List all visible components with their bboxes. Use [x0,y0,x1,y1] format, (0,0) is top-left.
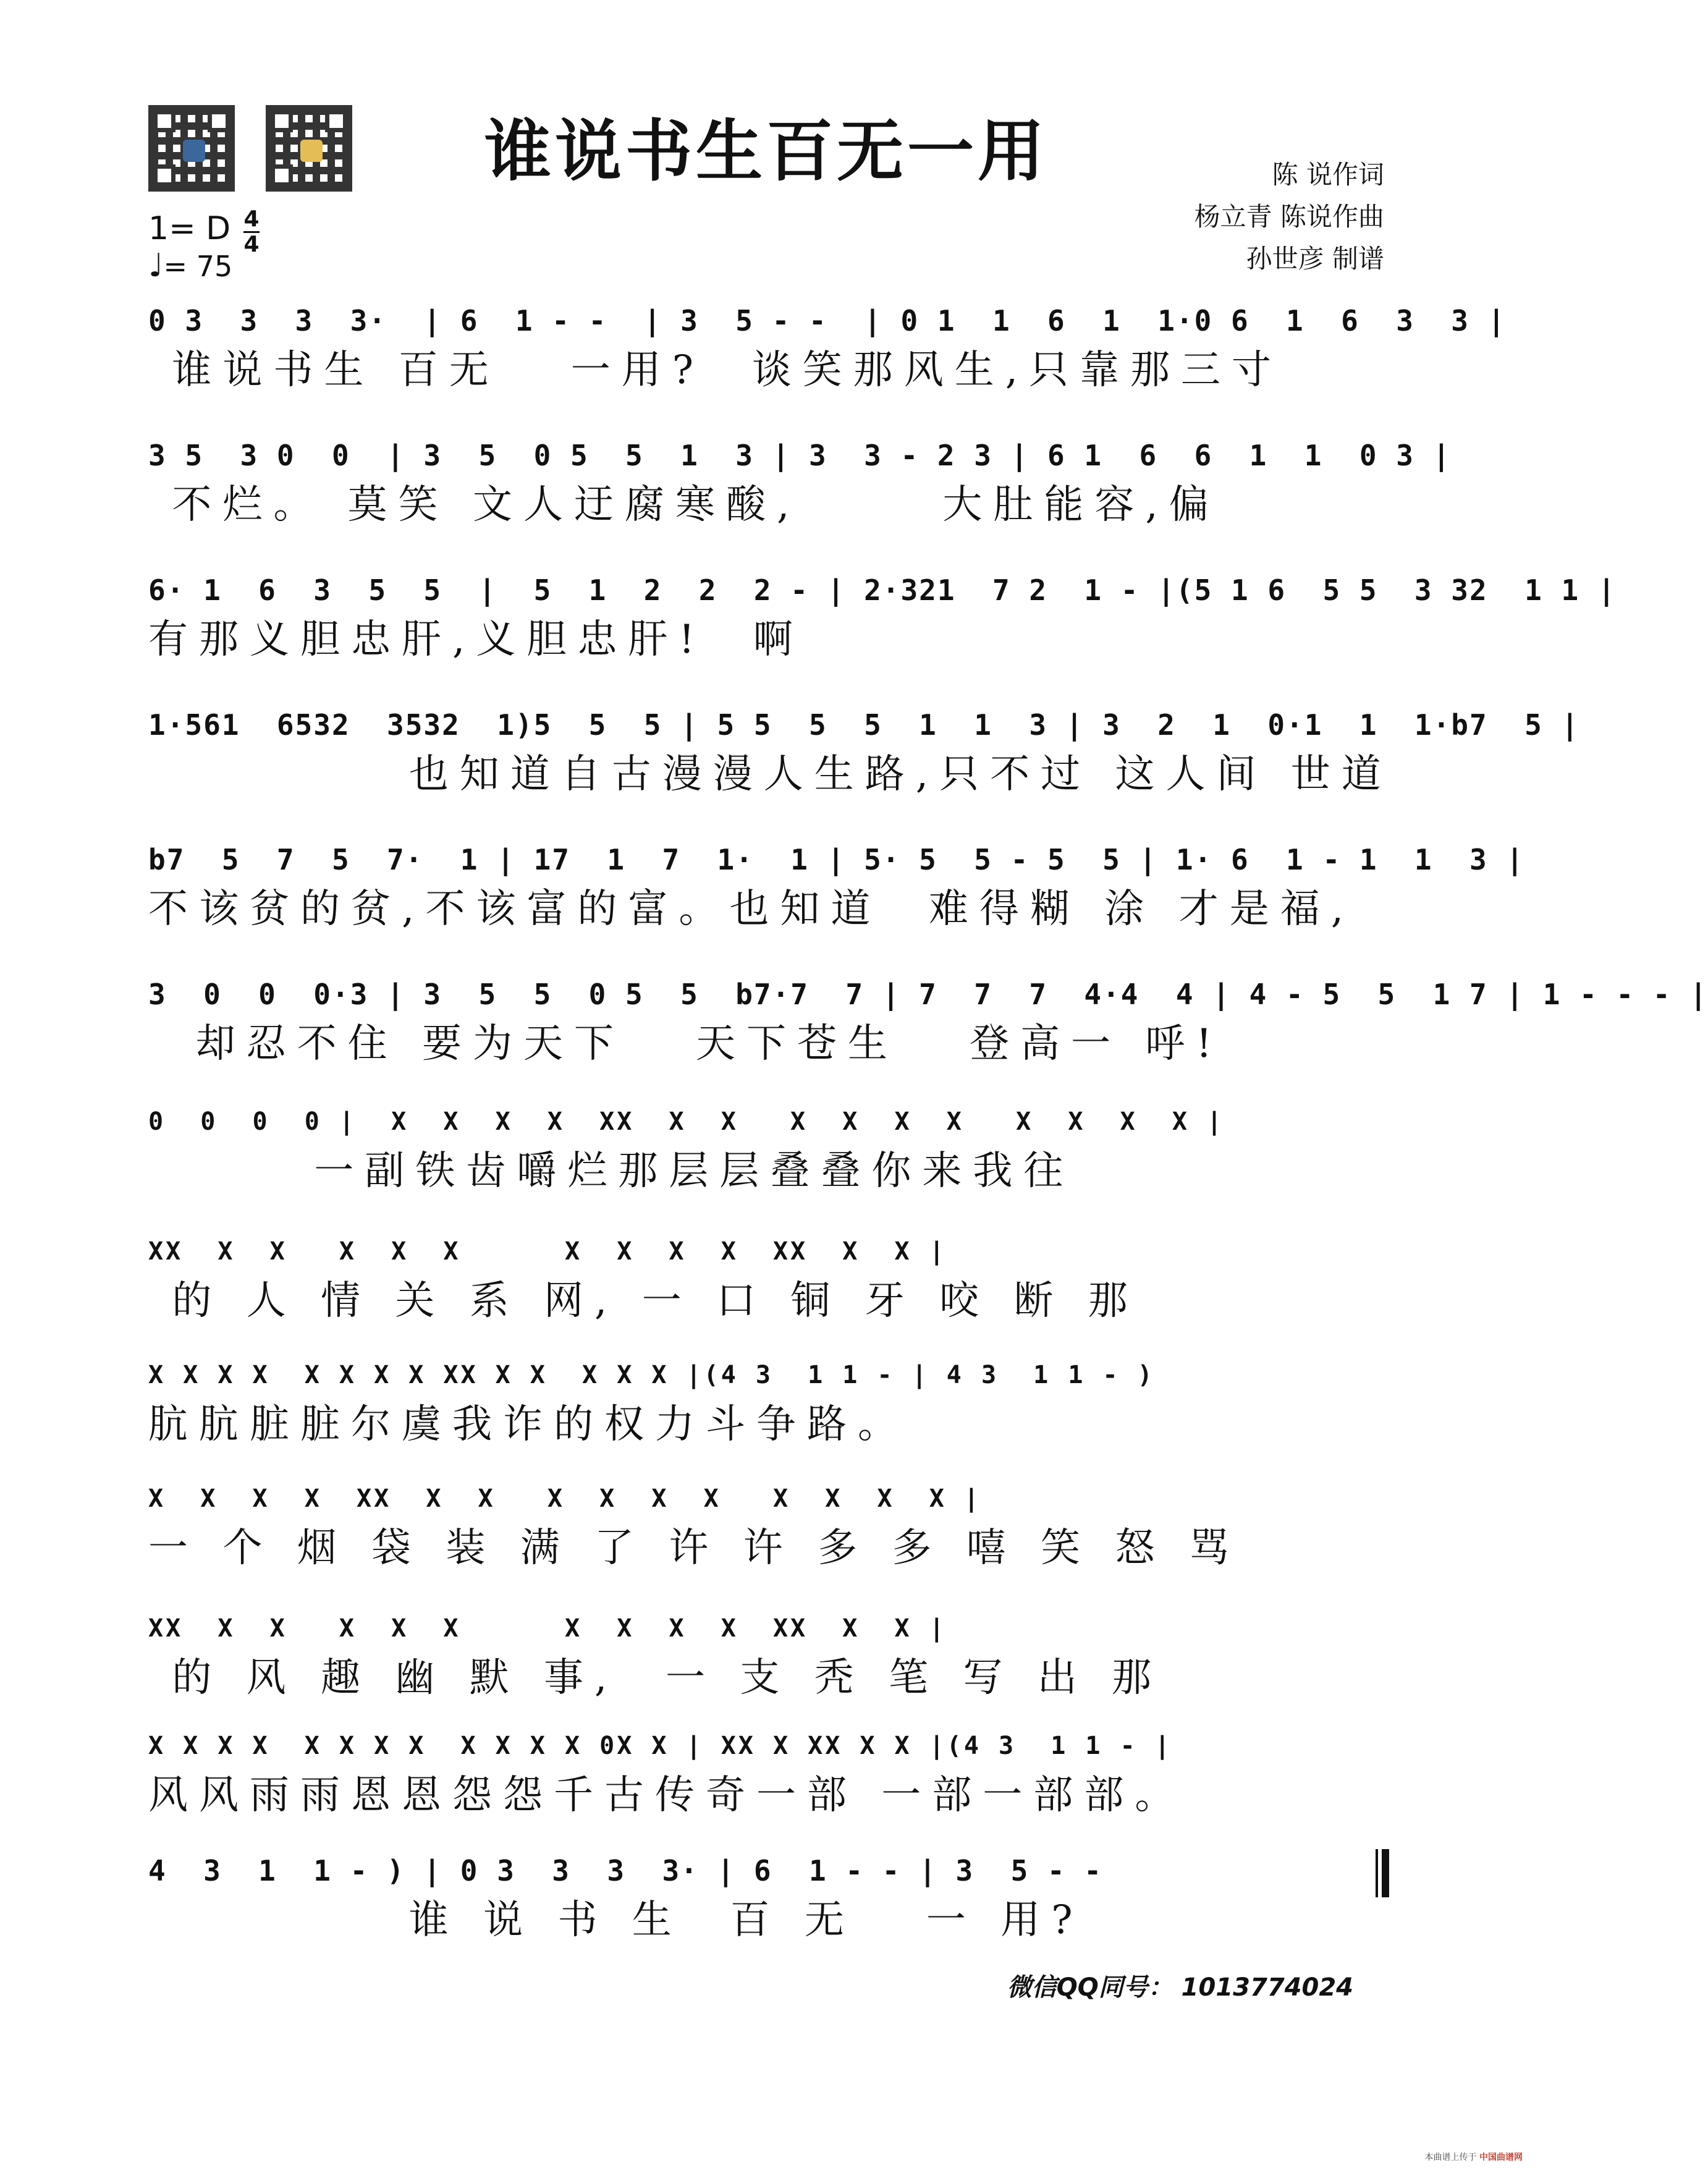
final-barline-thick [1382,1849,1389,1897]
quarter-note-icon: ♩ [148,247,164,284]
score-line-10 [148,1477,1384,1576]
score-line-8 [148,1230,1384,1329]
score-line-3 [148,569,1617,667]
rhythm-row: XX X X X X X X X X X XX X X | [148,1237,947,1266]
rhythm-row: X X X X X X X X XX X X X X X |(4 3 1 1 - | 4 3 1 1 - ) [148,1361,1155,1389]
contact-info: 微信QQ同号： 1013774024 [1007,1973,1353,2002]
score-line-1 [148,299,1507,398]
notation-row: 1·561 6532 3532 1)5 5 5 | 5 5 5 5 1 1 3 | 3 2 1 0·1 1 1·b7 5 | [148,708,1580,742]
lyrics-row: 谁说书生 百无 一用? 谈笑那风生,只靠那三寸 [148,347,1283,393]
score-line-11 [148,1607,1384,1706]
arranger-credit: 孙世彦 制谱 [1246,243,1384,274]
lyrics-row: 风风雨雨恩恩怨怨千古传奇一部 一部一部部。 [148,1772,1186,1818]
notation-row: b7 5 7 5 7· 1 | 17 1 7 1· 1 | 5· 5 5 - 5 5 | 1· 6 1 - 1 1 3 | [148,843,1525,876]
notation-row: 4 3 1 1 - ) | 0 3 3 3 3· | 6 1 - - | 3 5 - - [148,1854,1103,1887]
final-barline-thin [1376,1849,1378,1897]
composer-credit: 杨立青 陈说作曲 [1194,201,1384,232]
time-signature: 4 4 [243,206,260,257]
rhythm-row: X X X X X X X X X X X X 0X X | XX X XX X X |(4 3 1 1 - | [148,1732,1172,1760]
lyrics-row: 一副铁齿嚼烂那层层叠叠你来我往 [148,1148,1075,1194]
upload-watermark: 本曲谱上传于 中国曲谱网 [1424,2153,1523,2162]
rhythm-row: 0 0 0 0 | X X X X XX X X X X X X X X X X | [148,1107,1225,1136]
key-signature: 1= D [148,210,231,247]
lyrics-row: 的 人 情 关 系 网, 一 口 铜 牙 咬 断 那 [148,1278,1139,1324]
tempo-marking: ♩= 75 [148,247,233,284]
lyrics-row: 不该贫的贫,不该富的富。也知道 难得糊 涂 才是福, [148,886,1355,932]
notation-row: 6· 1 6 3 5 5 | 5 1 2 2 2 - | 2·321 7 2 1 - |(5 1 6 5 5 3 32 1 1 | [148,574,1617,607]
page-title: 谁说书生百无一用 [484,112,1048,190]
lyrics-row: 谁 说 书 生 百 无 一 用? [148,1897,1084,1943]
score-line-13 [148,1849,1384,1948]
lyrics-row: 不烂。 莫笑 文人迂腐寒酸, 大肚能容,偏 [148,482,1220,528]
score-line-7 [148,1100,1384,1199]
score-line-6 [148,973,1708,1072]
lyrics-row: 也知道自古漫漫人生路,只不过 这人间 世道 [148,752,1392,797]
site-logo: 中国曲谱网 [1479,2153,1523,2162]
score-line-12 [148,1724,1384,1823]
lyricist-credit: 陈 说作词 [1272,159,1384,190]
lyrics-row: 的 风 趣 幽 默 事, 一 支 秃 笔 写 出 那 [148,1655,1163,1701]
score-line-9 [148,1353,1384,1452]
rhythm-row: XX X X X X X X X X X XX X X | [148,1614,947,1643]
notation-row: 0 3 3 3 3· | 6 1 - - | 3 5 - - | 0 1 1 6 1 1·0 6 1 6 3 3 | [148,304,1507,337]
notation-row: 3 5 3 0 0 | 3 5 0 5 5 1 3 | 3 3 - 2 3 | 6 1 6 6 1 1 0 3 | [148,439,1452,472]
rhythm-row: X X X X XX X X X X X X X X X X | [148,1484,981,1513]
lyrics-row: 一 个 烟 袋 装 满 了 许 许 多 多 嘻 笑 怒 骂 [148,1525,1240,1571]
lyrics-row: 有那义胆忠肝,义胆忠肝! 啊 [148,617,804,663]
score-line-5 [148,838,1525,937]
notation-row: 3 0 0 0·3 | 3 5 5 0 5 5 b7·7 7 | 7 7 7 4·4 4 | 4 - 5 5 1 7 | 1 - - - | [148,978,1708,1011]
lyrics-row: 却忍不住 要为天下 天下苍生 登高一 呼! [148,1021,1224,1067]
score-line-2 [148,434,1452,533]
score-line-4 [148,703,1580,802]
lyrics-row: 肮肮脏脏尔虞我诈的权力斗争路。 [148,1402,908,1447]
